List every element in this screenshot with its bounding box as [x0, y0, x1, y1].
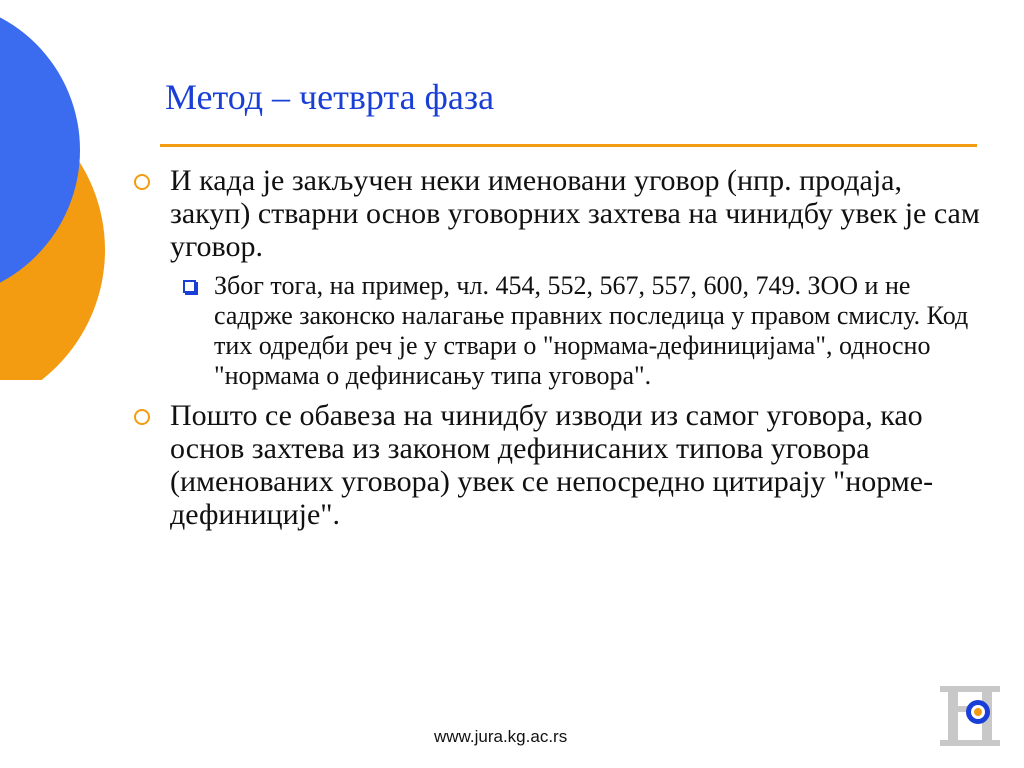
bullet-item	[130, 399, 980, 531]
bullet-item	[130, 164, 980, 263]
square-bullet-icon	[183, 280, 196, 293]
bullet-text: И када је закључен неки именовани уговор (нпр. продаја, закуп) стварни основ уговорних захтева на чинидбу увек је сам уговор.	[170, 164, 980, 263]
circle-bullet-icon	[134, 409, 150, 425]
slide-content	[130, 164, 980, 531]
sub-bullet-item	[130, 271, 980, 391]
faculty-logo-icon	[938, 684, 1002, 748]
decorative-circles	[0, 0, 110, 380]
bullet-text: Пошто се обавеза на чинидбу изводи из самог уговора, као основ захтева из законом дефинисаних типова уговора (именованих уговора) увек се непосредно цитирају "норме-дефиниције".	[170, 399, 934, 531]
footer-url: www.jura.kg.ac.rs	[434, 727, 568, 746]
slide-title: Метод – четврта фаза	[165, 77, 495, 117]
sub-bullet-text: Због тога, на пример, чл. 454, 552, 567, 557, 600, 749. ЗОО и не садрже законско налагање правних последица у правом смислу. Код тих одредби реч је у ствари о "нормама-дефиницијама", односно "нормама о дефинисању типа уговора".	[214, 271, 969, 390]
circle-bullet-icon	[134, 174, 150, 190]
title-underline	[160, 144, 977, 147]
